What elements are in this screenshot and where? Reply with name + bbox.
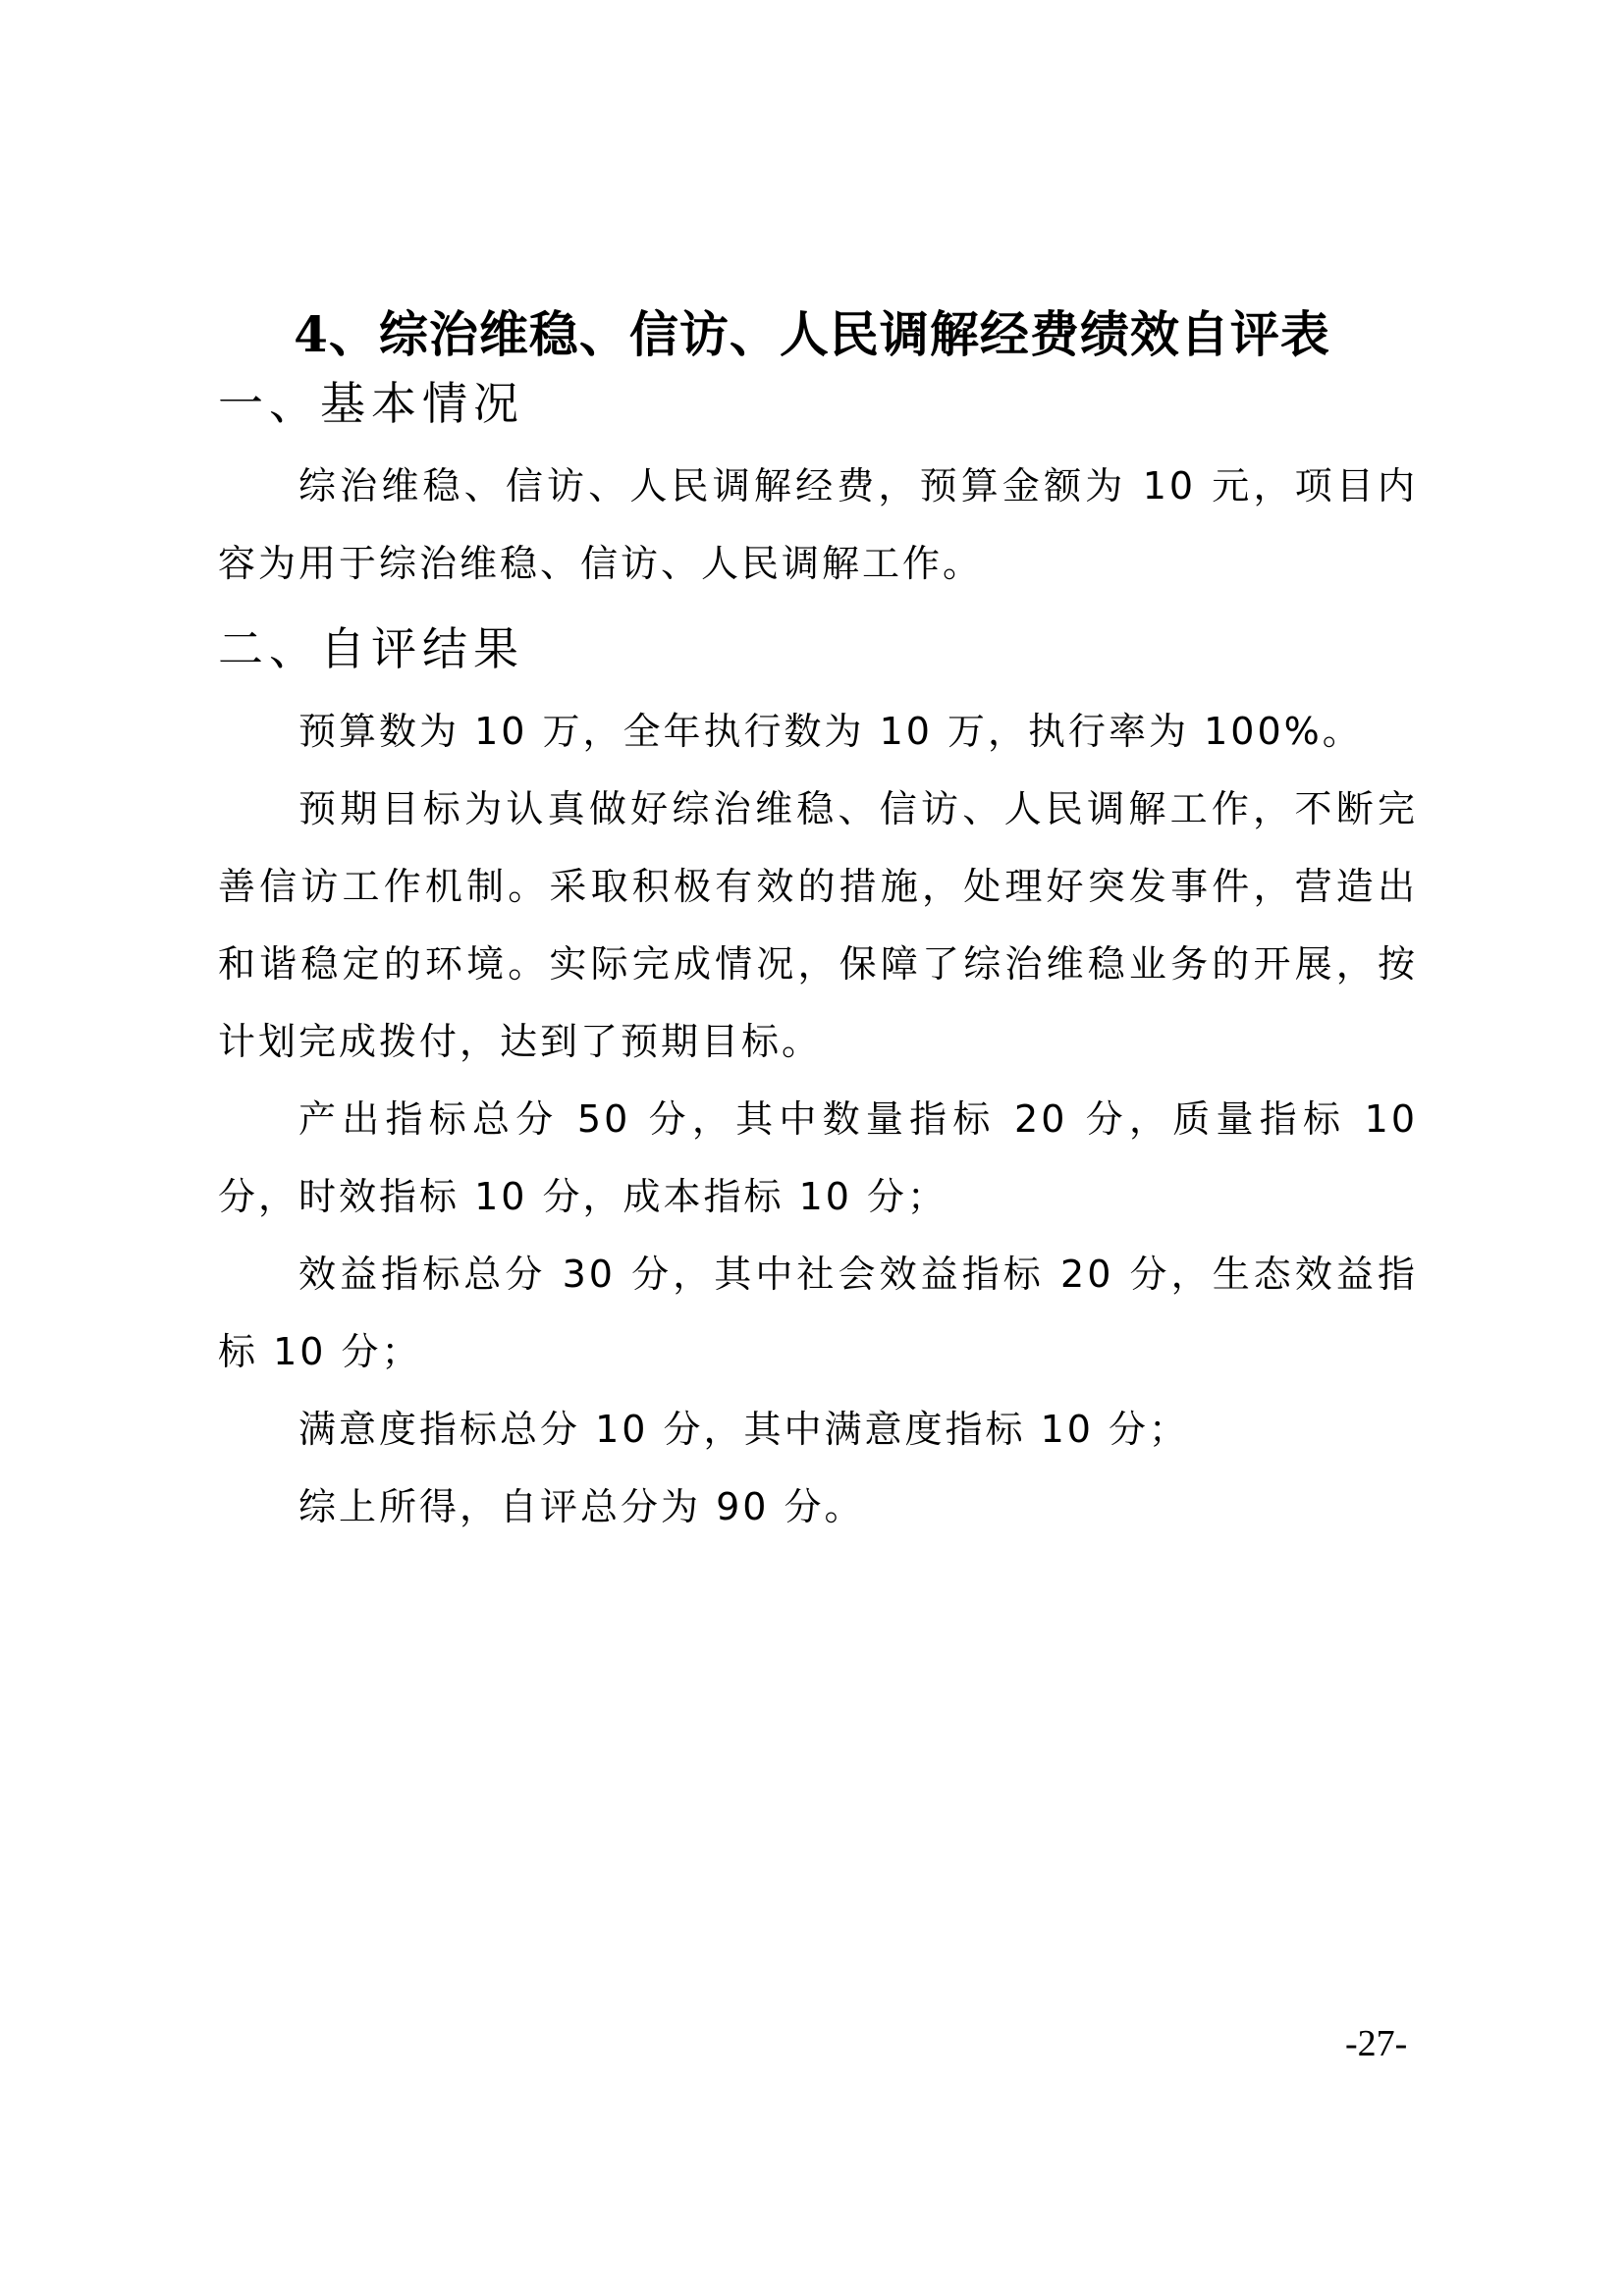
section-heading-self-evaluation: 二、自评结果	[218, 622, 524, 675]
paragraph-basic-info: 综治维稳、信访、人民调解经费，预算金额为 10 元，项目内容为用于综治维稳、信访、人民调解工作。	[218, 464, 1418, 585]
document-title: 4、综治维稳、信访、人民调解经费绩效自评表	[294, 305, 1330, 363]
page-number: -27-	[1345, 2023, 1408, 2064]
paragraph-expected-goal: 预期目标为认真做好综治维稳、信访、人民调解工作，不断完善信访工作机制。采取积极有效的措施，处理好突发事件，营造出和谐稳定的环境。实际完成情况，保障了综治维稳业务的开展，按计划完成拨付，达到了预期目标。	[218, 787, 1418, 1063]
paragraph-budget-execution: 预算数为 10 万，全年执行数为 10 万，执行率为 100%。	[298, 710, 1363, 753]
paragraph-total-score: 综上所得，自评总分为 90 分。	[298, 1485, 865, 1528]
paragraph-satisfaction-indicators: 满意度指标总分 10 分，其中满意度指标 10 分；	[298, 1408, 1190, 1451]
paragraph-benefit-indicators: 效益指标总分 30 分，其中社会效益指标 20 分，生态效益指标 10 分；	[218, 1253, 1418, 1373]
section-heading-basic-info: 一、基本情况	[218, 377, 524, 430]
paragraph-output-indicators: 产出指标总分 50 分，其中数量指标 20 分，质量指标 10 分，时效指标 10 分，成本指标 10 分；	[218, 1097, 1418, 1218]
